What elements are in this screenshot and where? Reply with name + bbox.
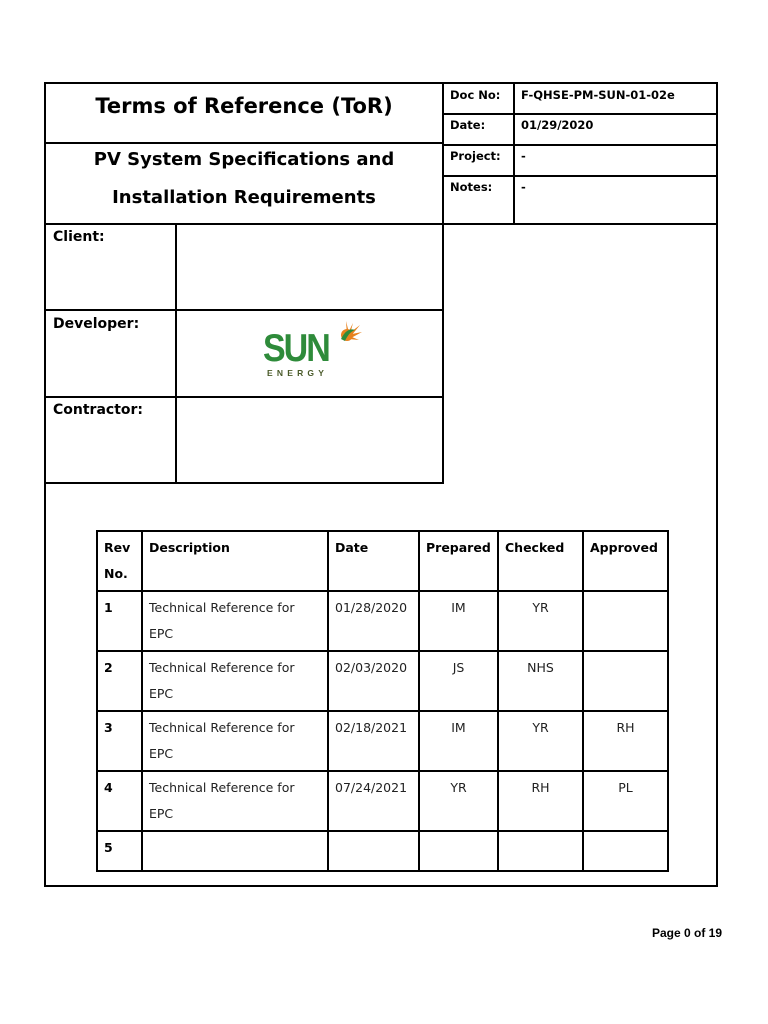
divider	[46, 309, 442, 311]
table-row: 5	[97, 831, 668, 871]
doc-no-value: F-QHSE-PM-SUN-01-02e	[521, 88, 675, 102]
table-row: 3 Technical Reference for EPC 02/18/2021 IM YR RH	[97, 711, 668, 771]
col-header-rev-no: Rev No.	[97, 531, 142, 591]
logo-sub: ENERGY	[267, 368, 329, 378]
divider	[442, 223, 444, 484]
table-row: 1 Technical Reference for EPC 01/28/2020 IM YR	[97, 591, 668, 651]
notes-label: Notes:	[450, 180, 493, 194]
date-label: Date:	[450, 118, 486, 132]
col-header-approved: Approved	[583, 531, 668, 591]
doc-no-label: Doc No:	[450, 88, 501, 102]
divider	[46, 482, 442, 484]
document-title: Terms of Reference (ToR)	[95, 94, 393, 118]
document-subtitle-line2: Installation Requirements	[112, 187, 376, 208]
document-frame	[44, 82, 718, 887]
project-value: -	[521, 149, 526, 163]
sun-icon	[337, 319, 363, 345]
table-row: 2 Technical Reference for EPC 02/03/2020 JS NHS	[97, 651, 668, 711]
project-label: Project:	[450, 149, 501, 163]
date-value: 01/29/2020	[521, 118, 594, 132]
divider	[175, 223, 177, 484]
logo-brand: SUN	[263, 326, 329, 371]
divider	[442, 84, 444, 225]
client-label: Client:	[53, 229, 105, 245]
revision-table	[96, 530, 669, 872]
sun-energy-logo	[263, 319, 363, 379]
document-subtitle-line1: PV System Specifications and	[93, 149, 395, 170]
col-header-checked: Checked	[498, 531, 583, 591]
col-header-date: Date	[328, 531, 419, 591]
divider	[46, 223, 716, 225]
divider	[442, 113, 716, 115]
divider	[442, 175, 716, 177]
col-header-description: Description	[142, 531, 328, 591]
divider	[442, 144, 716, 146]
table-header-row	[97, 531, 668, 591]
table-row: 4 Technical Reference for EPC 07/24/2021 YR RH PL	[97, 771, 668, 831]
developer-label: Developer:	[53, 316, 140, 332]
col-header-prepared: Prepared	[419, 531, 498, 591]
contractor-label: Contractor:	[53, 402, 144, 418]
page-number: Page 0 of 19	[651, 926, 722, 940]
divider	[513, 84, 515, 225]
divider	[46, 142, 442, 144]
divider	[46, 396, 442, 398]
notes-value: -	[521, 180, 526, 194]
